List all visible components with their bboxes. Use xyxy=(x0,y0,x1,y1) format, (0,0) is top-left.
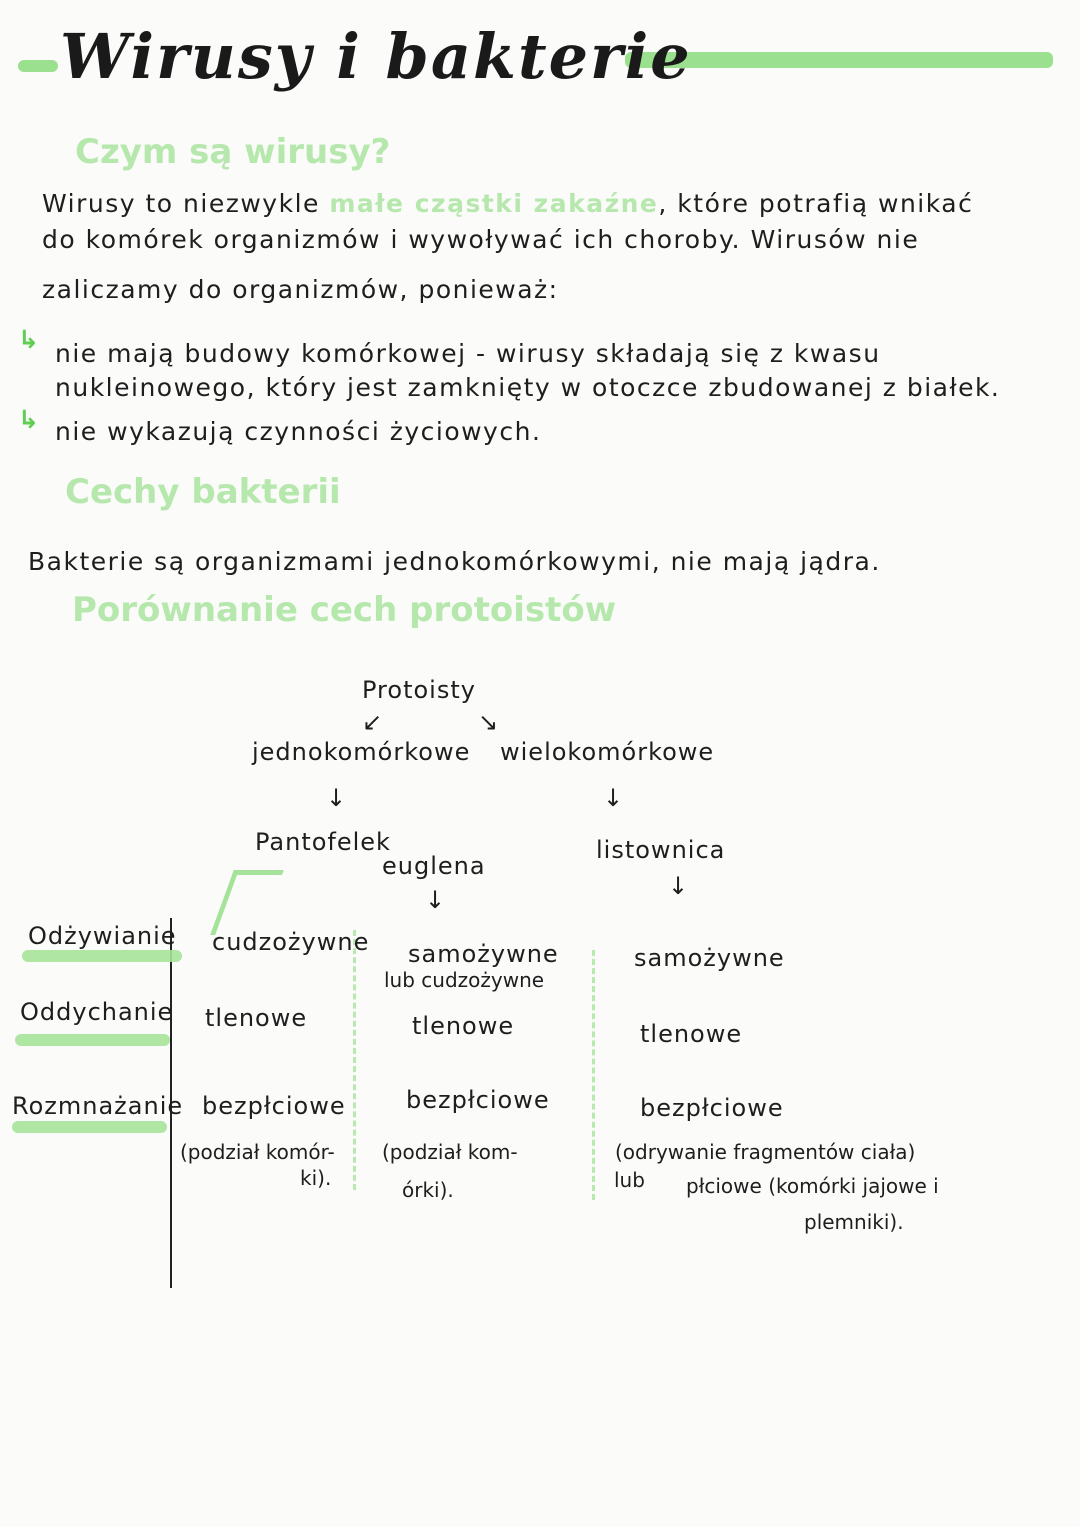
highlight-mark xyxy=(210,870,284,935)
table-cell: bezpłciowe xyxy=(202,1092,346,1120)
column-divider xyxy=(592,950,595,1200)
table-cell: bezpłciowe xyxy=(406,1086,550,1114)
bullet-line: nie mają budowy komórkowej - wirusy składają się z kwasu xyxy=(55,339,881,368)
row-label: Rozmnażanie xyxy=(12,1092,184,1120)
bullet-arrow-icon: ↳ xyxy=(18,405,41,434)
species-label: Pantofelek xyxy=(255,828,391,856)
table-cell: samożywne xyxy=(634,944,785,972)
arrow-icon: ↓ xyxy=(668,872,690,900)
table-note: ki). xyxy=(300,1166,332,1190)
heading-bacteria: Cechy bakterii xyxy=(65,472,341,512)
heading-protists: Porównanie cech protoistów xyxy=(72,590,617,630)
arrow-icon: ↙ xyxy=(362,708,384,736)
paragraph-line: zaliczamy do organizmów, ponieważ: xyxy=(42,275,559,304)
paragraph-line xyxy=(42,186,973,222)
table-cell: tlenowe xyxy=(640,1020,743,1048)
bullet-line: nukleinowego, który jest zamknięty w otoczce zbudowanej z białek. xyxy=(55,373,1001,402)
tree-root: Protoisty xyxy=(362,676,476,704)
highlight-text: małe cząstki zakaźne xyxy=(329,189,659,218)
species-label: listownica xyxy=(596,836,726,864)
arrow-icon: ↓ xyxy=(425,886,447,914)
text: , które potrafią wnikać xyxy=(658,189,974,218)
table-note: (podział kom- xyxy=(382,1140,518,1164)
row-label: Oddychanie xyxy=(20,998,174,1026)
arrow-icon: ↓ xyxy=(326,784,348,812)
table-note: (odrywanie fragmentów ciała) xyxy=(615,1140,916,1164)
bullet-arrow-icon: ↳ xyxy=(18,325,41,354)
column-divider xyxy=(353,930,356,1190)
table-cell: cudzożywne xyxy=(212,928,370,956)
table-note: płciowe (komórki jajowe i xyxy=(686,1174,939,1198)
row-label: Odżywianie xyxy=(28,922,177,950)
paragraph-line: do komórek organizmów i wywoływać ich choroby. Wirusów nie xyxy=(42,225,920,254)
species-label: euglena xyxy=(382,852,486,880)
text: Wirusy to niezwykle xyxy=(42,189,330,218)
table-cell: bezpłciowe xyxy=(640,1094,784,1122)
table-cell: samożywne xyxy=(408,940,559,968)
heading-viruses: Czym są wirusy? xyxy=(75,132,391,172)
arrow-icon: ↘ xyxy=(478,708,500,736)
tree-unicellular: jednokomórkowe xyxy=(252,738,471,766)
arrow-icon: ↓ xyxy=(603,784,625,812)
table-note: lub xyxy=(614,1168,645,1192)
table-note: (podział komór- xyxy=(180,1140,335,1164)
table-cell: tlenowe xyxy=(412,1012,515,1040)
table-cell: tlenowe xyxy=(205,1004,308,1032)
bacteria-text: Bakterie są organizmami jednokomórkowymi, nie mają jądra. xyxy=(28,547,881,576)
table-note: órki). xyxy=(402,1178,454,1202)
bullet-line: nie wykazują czynności życiowych. xyxy=(55,417,542,446)
table-cell: lub cudzożywne xyxy=(384,968,545,992)
table-note: plemniki). xyxy=(804,1210,904,1234)
tree-multicellular: wielokomórkowe xyxy=(500,738,715,766)
page-title: Wirusy i bakterie xyxy=(60,20,692,93)
